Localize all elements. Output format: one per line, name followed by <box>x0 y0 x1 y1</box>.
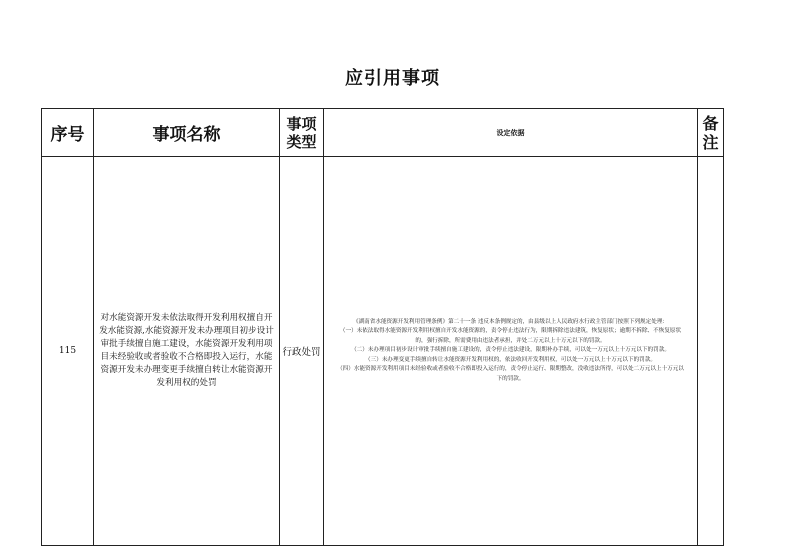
header-note-line1: 备 <box>702 113 719 133</box>
cell-note <box>698 157 724 546</box>
cell-seq: 115 <box>42 157 94 546</box>
basis-paragraph: （四）水能资源开发利用项目未经验收或者验收不合格即投入运行的，责令停止运行、限期整改，没收违法所得，可以处二万元以上十万元以下的罚款。 <box>337 366 684 382</box>
header-type-line1: 事项 <box>286 114 317 133</box>
matters-table <box>41 108 724 546</box>
header-seq: 序号 <box>42 109 94 157</box>
page-title: 应引用事项 <box>345 68 440 89</box>
basis-paragraph: 《湖南省水能资源开发利用管理条例》第二十一条 违反本条例规定的，由县级以上人民政府水行政主管部门按照下列规定处理： <box>352 318 669 325</box>
header-basis: 设定依据 <box>324 109 698 157</box>
header-note-line2: 注 <box>702 132 719 152</box>
header-type-line2: 类型 <box>286 132 317 151</box>
header-name: 事项名称 <box>94 109 280 157</box>
table-header-row <box>42 109 724 157</box>
cell-name: 对水能资源开发未依法取得开发利用权擅自开发水能资源,水能资源开发未办理项目初步设计审批手续擅自施工建设，水能资源开发利用项目未经验收或者验收不合格即投入运行，水能资源开发未办理变更手续擅自转让水能资源开发利用权的处罚 <box>94 157 280 546</box>
basis-paragraph: （二）未办理项目初步设计审批手续擅自施工建设的，责令停止违法建设，限期补办手续，可以处一万元以上十万元以下的罚款。 <box>351 347 670 354</box>
header-note <box>698 109 724 157</box>
basis-paragraph: （三）未办理变更手续擅自转让水能资源开发利用权的，依法收回开发利用权，可以处一万元以上十万元以下的罚款。 <box>365 356 656 363</box>
header-type <box>280 109 324 157</box>
table-row <box>42 157 724 546</box>
cell-basis <box>324 157 698 546</box>
basis-paragraph: （一）未依法取得水能资源开发利用权擅自开发水能资源的，责令停止违法行为，限期拆除违法建筑，恢复原状；逾期不拆除、不恢复原状的，强行拆除，所需费用由违法者承担，并处二万元以上十万元以下的罚款。 <box>339 328 682 344</box>
cell-type: 行政处罚 <box>280 157 324 546</box>
